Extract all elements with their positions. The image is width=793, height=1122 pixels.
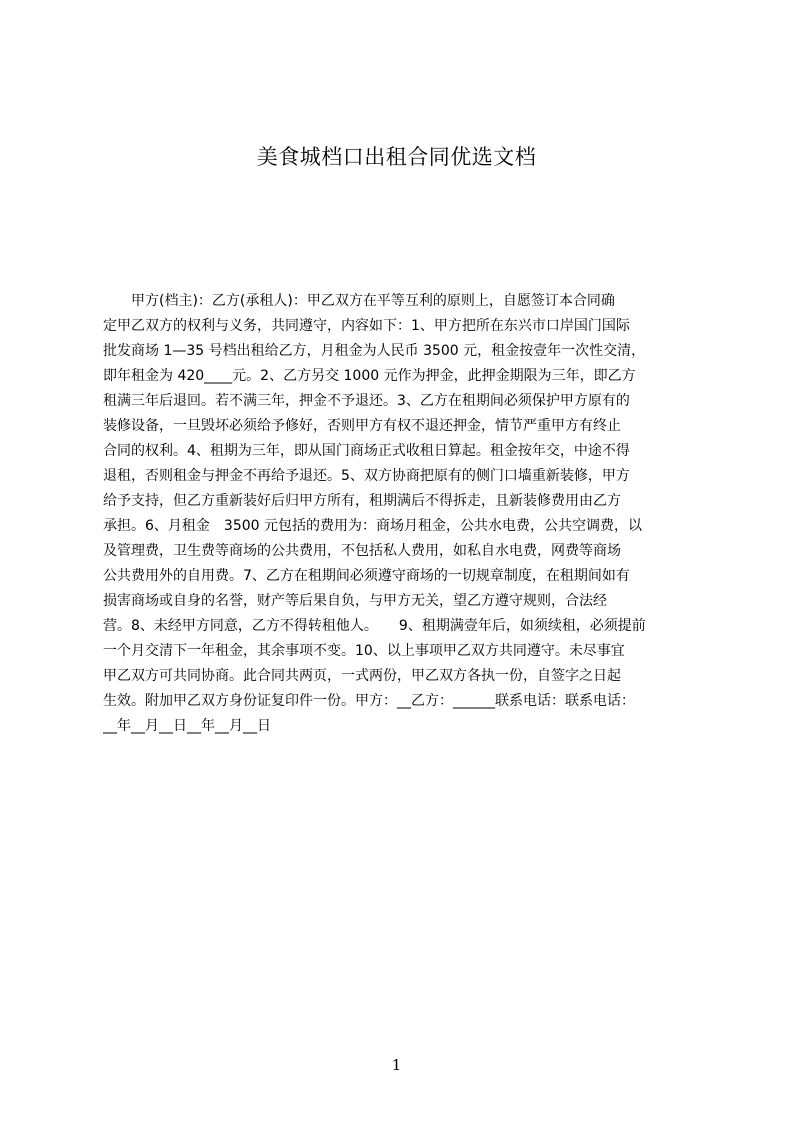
body-line: 及管理费，卫生费等商场的公共费用，不包括私人费用，如私自水电费，网费等商场 — [103, 543, 621, 559]
body-line: 生效。附加甲乙双方身份证复印件一份。甲方：__乙方：______联系电话：联系电话： — [103, 693, 635, 709]
contract-body — [103, 289, 695, 739]
body-line: __年__月__日__年__月__日 — [103, 718, 271, 734]
body-line: 一个月交清下一年租金，其余事项不变。10、以上事项甲乙双方共同遵守。未尽事宜 — [103, 643, 625, 659]
body-line: 承担。6、月租金 3500 元包括的费用为：商场月租金，公共水电费，公共空调费，以 — [103, 518, 642, 534]
body-line: 营。8、未经甲方同意，乙方不得转租他人。 9、租期满壹年后，如须续租，必须提前 — [103, 618, 646, 634]
body-line: 批发商场 1—35 号档出租给乙方，月租金为人民币 3500 元，租金按壹年一次性交清， — [103, 343, 646, 359]
body-line: 租满三年后退回。若不满三年，押金不予退还。3、乙方在租期间必须保护甲方原有的 — [103, 393, 630, 409]
page-number: 1 — [391, 1056, 402, 1074]
body-line: 即年租金为 420____元。2、乙方另交 1000 元作为押金，此押金期限为三年，即乙方 — [103, 368, 636, 384]
body-line: 公共费用外的自用费。7、乙方在租期间必须遵守商场的一切规章制度，在租期间如有 — [103, 568, 630, 584]
body-line: 甲乙双方可共同协商。此合同共两页，一式两份，甲乙双方各执一份，自签字之日起 — [103, 668, 621, 684]
body-line: 定甲乙双方的权利与义务，共同遵守，内容如下：1、甲方把所在东兴市口岸国门国际 — [103, 318, 630, 334]
body-line: 合同的权利。4、租期为三年，即从国门商场正式收租日算起。租金按年交，中途不得 — [103, 443, 630, 459]
body-line: 装修设备，一旦毁坏必须给予修好，否则甲方有权不退还押金，情节严重甲方有终止 — [103, 418, 621, 434]
body-line: 损害商场或自身的名誉，财产等后果自负，与甲方无关，望乙方遵守规则，合法经 — [103, 593, 607, 609]
body-line: 甲方(档主)：乙方(承租人)：甲乙双方在平等互利的原则上，自愿签订本合同确 — [103, 293, 615, 309]
body-line: 退租，否则租金与押金不再给予退还。5、双方协商把原有的侧门口墙重新装修，甲方 — [103, 468, 630, 484]
document-title: 美食城档口出租合同优选文档 — [256, 145, 537, 169]
body-line: 给予支持，但乙方重新装好后归甲方所有，租期满后不得拆走，且新装修费用由乙方 — [103, 493, 621, 509]
